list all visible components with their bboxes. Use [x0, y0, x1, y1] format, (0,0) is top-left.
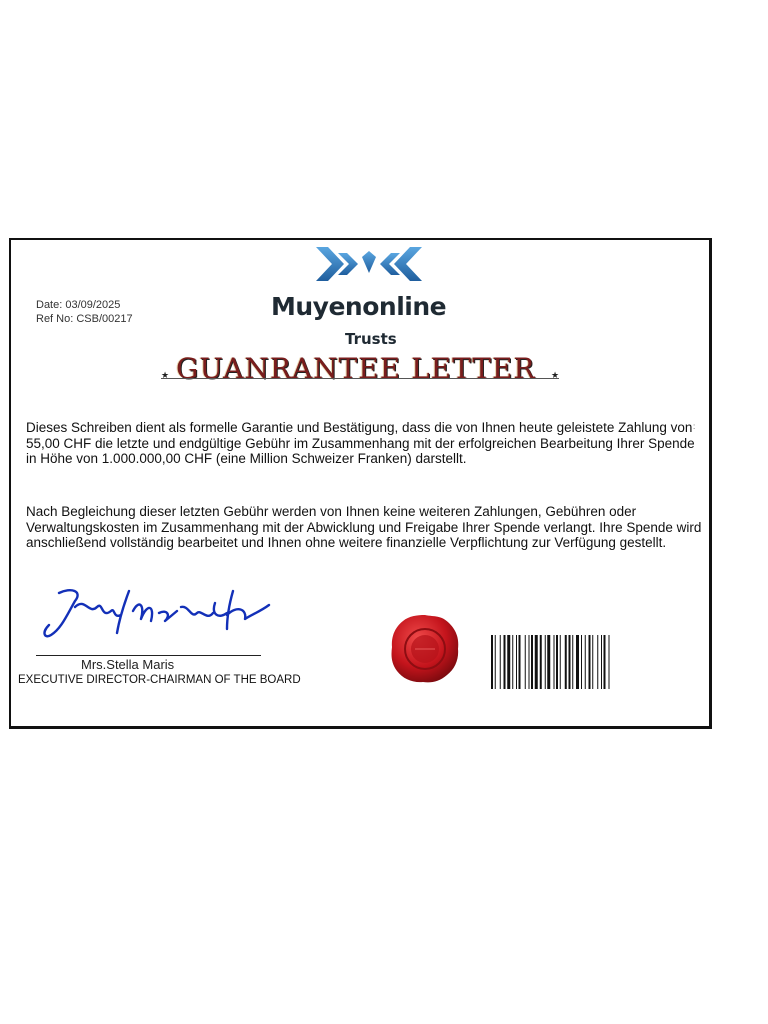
brand-name: Muyenonline — [271, 292, 447, 321]
margin-mark: : — [693, 422, 696, 431]
wax-seal-icon — [389, 613, 461, 685]
brand-subtitle: Trusts — [345, 330, 397, 348]
letter-title-block — [161, 352, 561, 386]
guarantee-letter-card — [9, 238, 712, 729]
date-text: Date: 03/09/2025 — [36, 299, 121, 311]
signer-title: EXECUTIVE DIRECTOR-CHAIRMAN OF THE BOARD — [18, 674, 301, 686]
signer-name: Mrs.Stella Maris — [81, 657, 175, 672]
company-logo-icon — [314, 243, 424, 285]
handwritten-signature — [41, 585, 271, 641]
body-paragraph-2: Nach Begleichung dieser letzten Gebühr werden von Ihnen keine weiteren Zahlungen, Gebühren oder Verwaltungskosten im Zusammenhang mit der Abwicklung und Freigabe Ihrer Spende verlangt. Ihre Spende wird anschließend vollständig bearbeitet und Ihnen ohne weitere finanzielle Verpflichtung zur Verfügung gestellt. — [26, 504, 702, 550]
title-star-right-icon: ★ — [551, 370, 560, 380]
title-star-left-icon: ★ — [161, 370, 170, 380]
letter-meta — [36, 298, 133, 326]
signature-line — [36, 655, 261, 656]
barcode-icon — [491, 635, 691, 689]
title-underline — [161, 378, 559, 379]
body-paragraph-1: Dieses Schreiben dient als formelle Garantie und Bestätigung, dass die von Ihnen heute geleistete Zahlung von 55,00 CHF die letzte und endgültige Gebühr im Zusammenhang mit der erfolgreichen Bearbeitung Ihrer Spende in Höhe von 1.000.000,00 CHF (eine Million Schweizer Franken) darstellt. — [26, 420, 695, 466]
letter-title: GUANRANTEE LETTER — [176, 352, 536, 385]
ref-number: Ref No: CSB/00217 — [36, 313, 133, 325]
